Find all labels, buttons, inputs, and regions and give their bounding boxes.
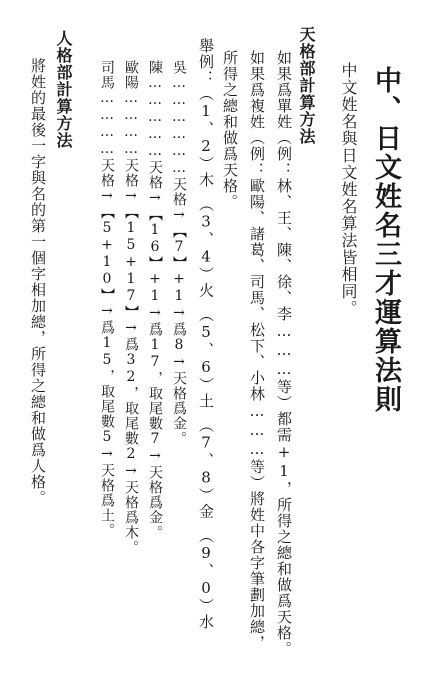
- tiange-heading: 天格部計算方法: [297, 26, 316, 145]
- tiange-example-4: 司馬…………天格→【5+10】→爲15，取尾數5→天格爲土。: [99, 60, 115, 538]
- renge-heading: 人格部計算方法: [54, 30, 73, 149]
- tiange-line-1: 如果爲單姓（例：林、王、陳、徐、李………等）都需+1，所得之總和做爲天格。: [275, 50, 293, 657]
- tiange-line-3: 所得之總和做爲天格。: [221, 50, 239, 210]
- page-title: 中、日文姓名三才運算法則: [370, 66, 401, 414]
- intro-text: 中文姓名與日文姓名算法皆相同。: [339, 62, 358, 317]
- tiange-example-list: 舉例：（1、2）木 （3、4）火 （5、6）土 （7、8）金 （9、0）水: [197, 38, 215, 630]
- tiange-example-2: 陳……………天格→【16】+1→爲17，取尾數7→天格爲金。: [147, 60, 163, 540]
- renge-line-1: 將姓的最後一字與名的第一個字相加總，所得之總和做爲人格。: [29, 58, 47, 506]
- tiange-example-1: 吳………………天格→【7】+1→爲8→天格爲金。: [171, 60, 187, 446]
- tiange-example-3: 歐陽…………天格→【15+17】→爲32，取尾數2→天格爲木。: [123, 60, 139, 555]
- tiange-line-2: 如果爲複姓（例：歐陽、諸葛、司馬、松下、小林………等）將姓中各字筆劃加總，: [248, 50, 266, 651]
